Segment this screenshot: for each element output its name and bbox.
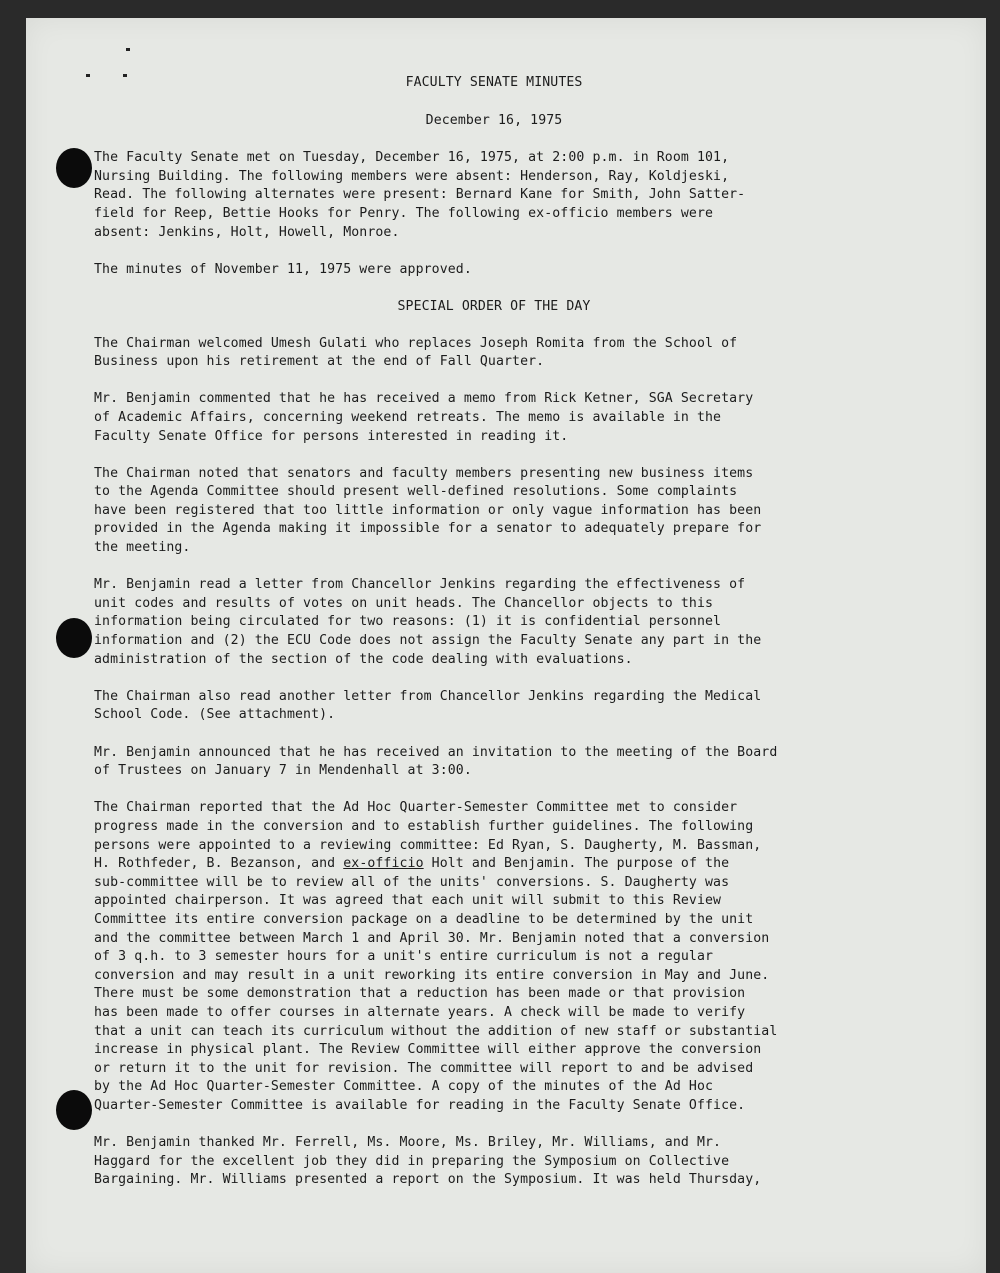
binder-hole-top (56, 148, 92, 188)
margin-mark (126, 48, 130, 51)
paragraph-attendance: The Faculty Senate met on Tuesday, December 16, 1975, at 2:00 p.m. in Room 101, Nursing Building. The following members were absent: Henderson, Ray, Koldjeski, Read. The following alternates were present: Bernard Kane for Smith, John Satter- field for Reep, Bettie Hooks for Penry. The following ex-officio members were absent: Jenkins, Holt, Howell, Monroe. (94, 150, 746, 240)
paragraph-board-invitation: Mr. Benjamin announced that he has received an invitation to the meeting of the Board of Trustees on January 7 in Mendenhall at 3:00. (94, 744, 778, 779)
paragraph-chancellor-letter: Mr. Benjamin read a letter from Chancellor Jenkins regarding the effectiveness of unit codes and results of votes on unit heads. The Chancellor objects to this information being circulated for two reasons: (1) it is confidential personnel information and (2) the ECU Code does not assign the Faculty Senate any part in the administration of the section of the code dealing with evaluations. (94, 577, 762, 667)
minutes-body (94, 74, 894, 1208)
margin-mark (86, 74, 90, 77)
section-heading: SPECIAL ORDER OF THE DAY (397, 298, 591, 314)
paragraph-agenda-items: The Chairman noted that senators and faculty members presenting new business items to the Agenda Committee should present well-defined resolutions. Some complaints have been registered that too little information or only vague information has been provided in the Agenda making it impossible for a senator to adequately prepare for the meeting. (94, 465, 762, 556)
paragraph-sga-memo: Mr. Benjamin commented that he has received a memo from Rick Ketner, SGA Secretary of Academic Affairs, concerning weekend retreats. The memo is available in the Faculty Senate Office for persons interested in reading it. (94, 391, 754, 444)
underlined-term: ex-officio (343, 856, 424, 872)
committee-text-start: The Chairman reported that the Ad Hoc Quarter-Semester Committee met to consider progress made in the conversion and to establish further guidelines. The following persons were appointed to a reviewing committee: Ed Ryan, S. Daugherty, M. Bassman, H. Rothfeder, B. Bezanson, and (94, 800, 762, 872)
paragraph-medical-school-code: The Chairman also read another letter from Chancellor Jenkins regarding the Medical School Code. (See attachment). (94, 688, 762, 723)
meeting-date: December 16, 1975 (425, 112, 563, 128)
committee-text-end: Holt and Benjamin. The purpose of the sub-committee will be to review all of the units' conversions. S. Daugherty was appointed chairperson. It was agreed that each unit will submit to this Review Committee its entire conversion package on a deadline to be determined by the unit and the committee between March 1 and April 30. Mr. Benjamin noted that a conversion of 3 q.h. to 3 semester hours for a unit's entire curriculum is not a regular conversion and may result in a unit reworking its entire conversion in May and June. There must be some demonstration that a reduction has been made or that provision has been made to offer courses in alternate years. A check will be made to verify that a unit can teach its curriculum without the addition of new staff or substantial increase in physical plant. The Review Committee will either approve the conversion or return it to the unit for revision. The committee will report to and be advised by the Ad Hoc Quarter-Semester Committee. A copy of the minutes of the Ad Hoc Quarter-Semester Committee is available for reading in the Faculty Senate Office. (94, 856, 778, 1113)
page-title: FACULTY SENATE MINUTES (405, 75, 583, 90)
paragraph-welcome: The Chairman welcomed Umesh Gulati who replaces Joseph Romita from the School of Business upon his retirement at the end of Fall Quarter. (94, 335, 738, 370)
binder-hole-bottom (56, 1090, 92, 1130)
paragraph-conversion-committee (94, 799, 894, 1115)
binder-hole-middle (56, 618, 92, 658)
paragraph-minutes-approved: The minutes of November 11, 1975 were approved. (94, 261, 472, 277)
paragraph-symposium: Mr. Benjamin thanked Mr. Ferrell, Ms. Moore, Ms. Briley, Mr. Williams, and Mr. Haggard for the excellent job they did in preparing the Symposium on Collective Bargaining. Mr. Williams presented a report on the Symposium. It was held Thursday, (94, 1135, 762, 1188)
